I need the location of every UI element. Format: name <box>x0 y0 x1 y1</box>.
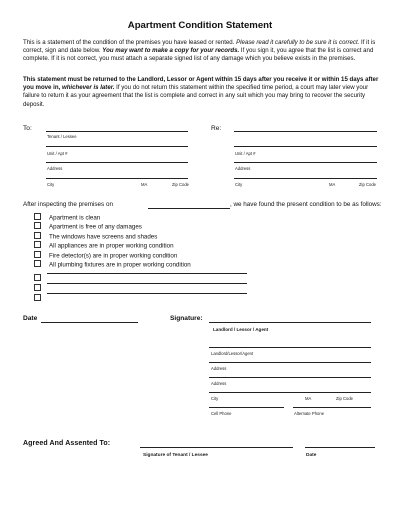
checkbox[interactable] <box>34 260 41 267</box>
to-extra-line[interactable] <box>46 146 188 147</box>
address1-caption: Address <box>211 366 227 371</box>
blank-item-line[interactable] <box>47 293 247 294</box>
checklist <box>34 213 191 269</box>
to-city-line[interactable] <box>46 178 188 179</box>
checklist-item[interactable]: Apartment is free of any damages <box>34 222 191 231</box>
checkbox[interactable] <box>34 222 41 229</box>
intro-text-2: Please read it carefully to be sure it is correct. <box>236 39 360 46</box>
checkbox[interactable] <box>34 241 41 248</box>
intro-text-1: This is a statement of the condition of the premises you have leased or rented. <box>23 39 237 46</box>
tenant-caption: Tenant / Lessee <box>47 134 77 139</box>
inspection-after: , we have found the present condition to be as follows: <box>230 201 382 208</box>
agreed-label: Agreed And Assented To: <box>23 440 111 447</box>
page-title: Apartment Condition Statement <box>127 20 273 31</box>
to-unit-caption: Unit / Apt # <box>47 151 68 156</box>
intro-text-5: If you sign it, you agree that the list is correct and complete. If it is not correct, you must attach a separate signed list of any damage which you believe exists in the premises. <box>23 47 374 63</box>
re-zip-caption: Zip Code <box>359 182 376 187</box>
checklist-item[interactable]: All plumbing fixtures are in proper working condition <box>34 260 191 269</box>
tenant-date-caption: Date <box>306 453 317 458</box>
signature-label: Signature: <box>170 315 203 322</box>
address2-line[interactable] <box>209 377 371 378</box>
to-unit-line[interactable] <box>46 162 188 163</box>
re-unit-line[interactable] <box>234 146 377 147</box>
blank-item-line[interactable] <box>47 283 247 284</box>
zip-caption: Zip Code <box>336 396 353 401</box>
checkbox[interactable] <box>34 251 41 258</box>
to-city-caption: City <box>47 182 55 187</box>
tenant-date-line[interactable] <box>305 447 375 448</box>
blank-checklist-item[interactable] <box>34 287 49 305</box>
notice-text-1: This statement must be returned to the Landlord, Lessor or Agent within 15 days after you receive it or within 15 days after you move in, <box>23 76 379 92</box>
checkbox[interactable] <box>34 213 41 220</box>
to-zip-caption: Zip Code <box>172 182 189 187</box>
checkbox[interactable] <box>34 232 41 239</box>
re-address-line[interactable] <box>234 162 377 163</box>
intro-paragraph <box>23 39 380 64</box>
inspection-before: After inspecting the premises on <box>23 201 113 208</box>
re-label: Re: <box>211 125 222 132</box>
tenant-line[interactable] <box>46 131 188 132</box>
re-unit-caption: Unit / Apt # <box>235 151 256 156</box>
city-line[interactable] <box>209 392 371 393</box>
intro-text-3: If it is correct, sign and date below. <box>23 39 376 55</box>
intro-text-4: You may want to make a copy for your records. <box>102 47 240 55</box>
checklist-item[interactable]: Fire detector(s) are in proper working condition <box>34 251 191 260</box>
blank-item-line[interactable] <box>47 273 247 274</box>
to-label: To: <box>23 125 32 132</box>
inspection-date-line[interactable] <box>148 208 230 209</box>
checkbox[interactable] <box>34 294 41 301</box>
notice-text-2: whichever is later. <box>61 84 115 92</box>
checklist-item[interactable]: All appliances are in proper working condition <box>34 241 191 250</box>
cell-phone-line[interactable] <box>209 407 284 408</box>
checklist-item[interactable]: The windows have screens and shades <box>34 232 191 241</box>
re-city-caption: City <box>235 182 243 187</box>
landlord-name-caption: Landlord/Lessor/Agent <box>211 351 254 356</box>
to-address-caption: Address <box>47 166 63 171</box>
address1-line[interactable] <box>209 362 371 363</box>
tenant-signature-line[interactable] <box>140 447 293 448</box>
re-first-line[interactable] <box>234 131 377 132</box>
signature-line[interactable] <box>209 322 371 323</box>
ma-caption: MA <box>305 396 312 401</box>
notice-paragraph <box>23 76 380 109</box>
date-line[interactable] <box>41 322 138 323</box>
city-caption: City <box>211 396 219 401</box>
alt-phone-line[interactable] <box>293 407 371 408</box>
checklist-item[interactable]: Apartment is clean <box>34 213 191 222</box>
address2-caption: Address <box>211 381 227 386</box>
to-ma-caption: MA <box>141 182 148 187</box>
notice-text-3: If you do not return this statement within the specified time period, a court may later view your failure to return it as your agreement that the list is complete and correct in any suit which you may bring to recover the security deposit. <box>23 84 369 108</box>
re-address-caption: Address <box>235 166 251 171</box>
tenant-signature-caption: Signature of Tenant / Lessee <box>143 453 208 458</box>
landlord-name-line[interactable] <box>209 347 371 348</box>
landlord-role-caption: Landlord / Lessor / Agent <box>213 327 269 332</box>
alt-phone-caption: Alternate Phone <box>294 411 325 416</box>
cell-phone-caption: Cell Phone <box>211 411 232 416</box>
re-city-line[interactable] <box>234 178 377 179</box>
date-label: Date <box>23 315 38 322</box>
re-ma-caption: MA <box>329 182 336 187</box>
